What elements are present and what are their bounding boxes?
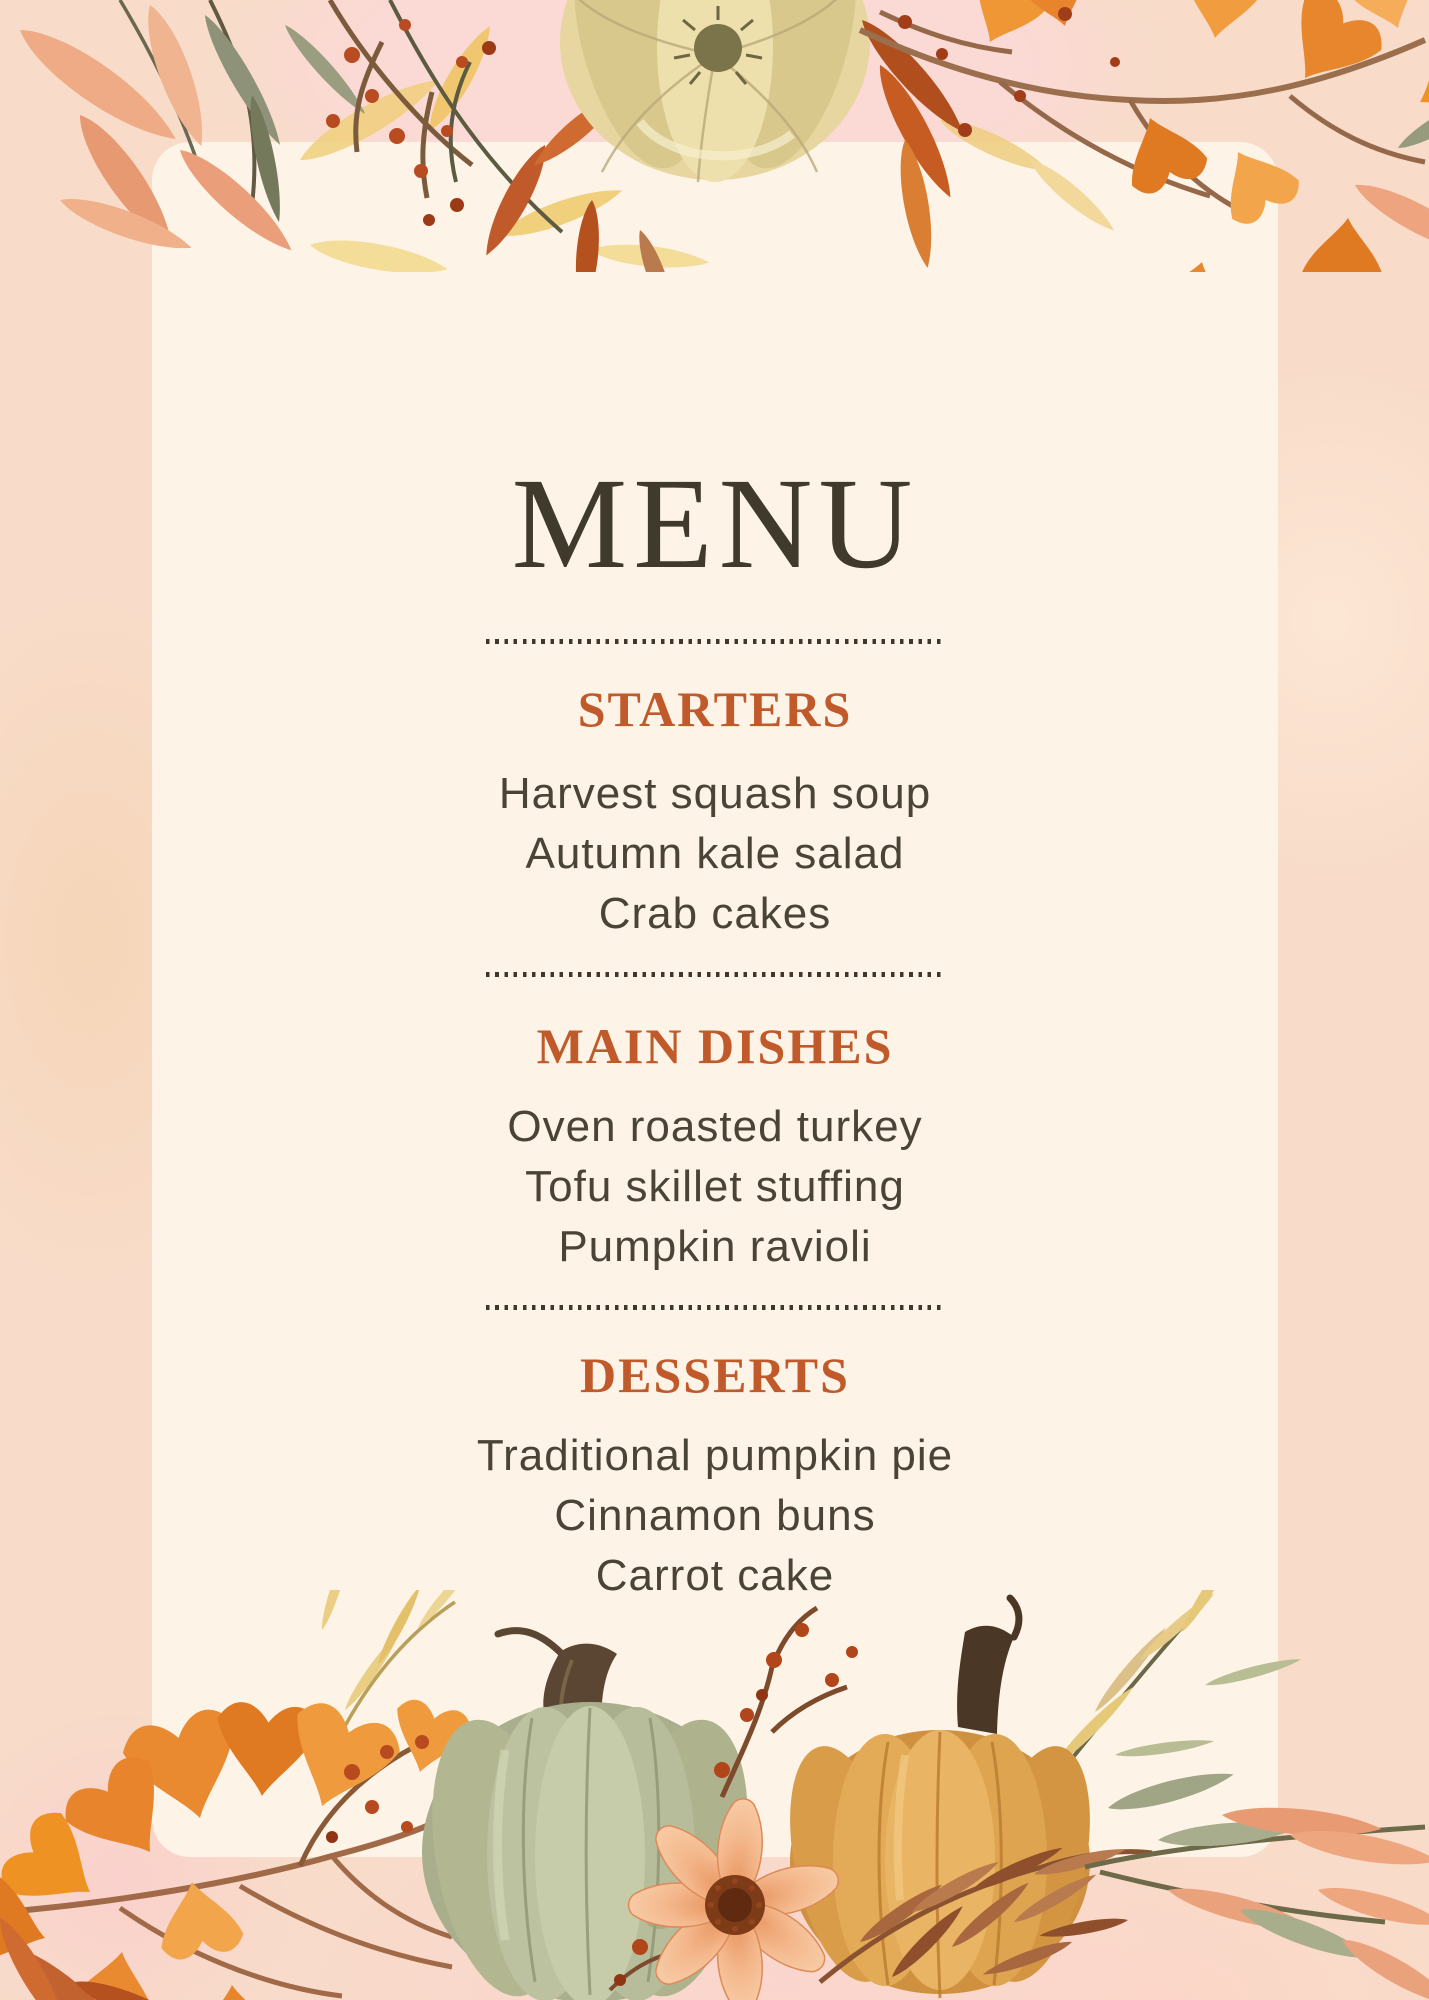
brown-leaf-sprig-icon xyxy=(820,1842,1152,1982)
menu-item: Tofu skillet stuffing xyxy=(525,1162,905,1211)
page-title: MENU xyxy=(511,452,919,596)
menu-content xyxy=(152,142,1278,1857)
base-berries-icon xyxy=(610,1939,675,1990)
rust-leaves-bottom-icon xyxy=(0,1912,200,2000)
menu-item: Pumpkin ravioli xyxy=(558,1222,872,1271)
dotted-divider xyxy=(486,1305,944,1310)
dotted-divider xyxy=(486,639,944,644)
menu-item: Traditional pumpkin pie xyxy=(476,1431,954,1480)
menu-item: Crab cakes xyxy=(598,889,832,938)
menu-item: Autumn kale salad xyxy=(525,829,905,878)
dotted-divider xyxy=(486,972,944,977)
menu-item: Carrot cake xyxy=(595,1551,835,1600)
section-header: DESSERTS xyxy=(580,1347,850,1403)
menu-item: Harvest squash soup xyxy=(498,769,932,818)
section-header: STARTERS xyxy=(577,681,853,737)
section-header: MAIN DISHES xyxy=(536,1018,894,1074)
menu-item: Oven roasted turkey xyxy=(507,1102,923,1151)
menu-item: Cinnamon buns xyxy=(554,1491,876,1540)
